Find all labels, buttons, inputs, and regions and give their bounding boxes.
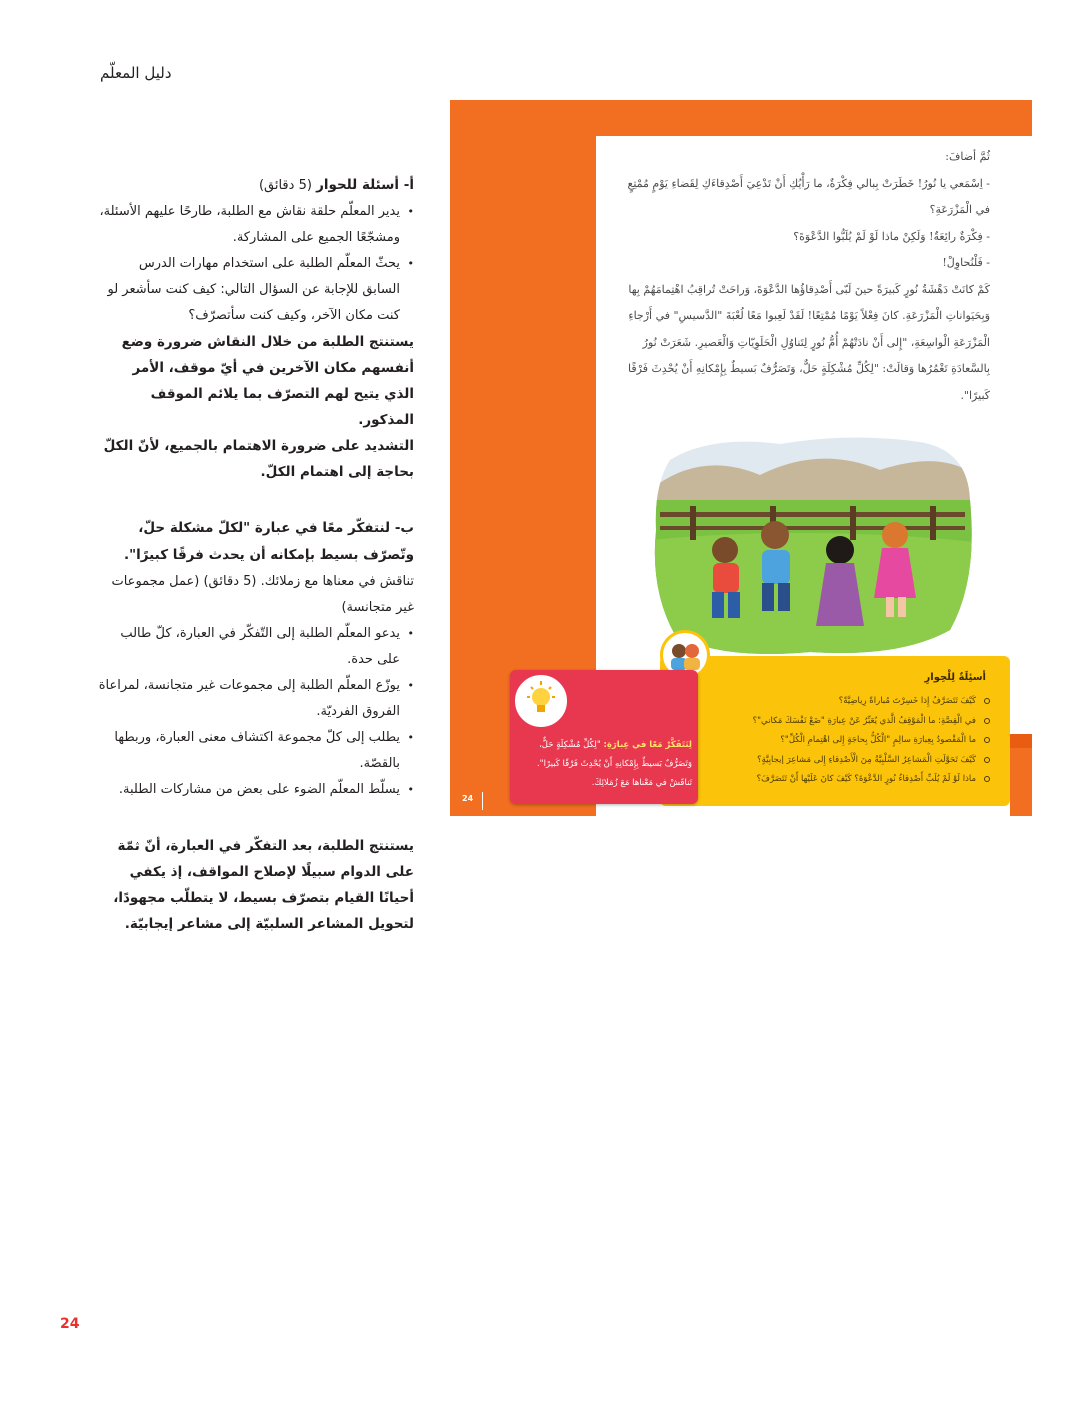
section-a-conclusion-2: التشديد على ضرورة الاهتمام بالجميع، لأنّ الكلّ بحاجة إلى اهتمام الكلّ. [103, 438, 414, 480]
story-line: - اِسْمَعي يا نُورُ! خَطَرَتْ بِبالي فِكْرَةٌ، ما رَأْيُكِ أَنْ تَدْعِيَ أَصْدِقاءَكِ لِقَضاءِ يَوْمٍ مُمْتِعٍ في الْمَزْرَعَةِ؟ [627, 176, 990, 216]
story-line: - فَلْنُحاوِلْ! [942, 256, 990, 269]
section-b-bullets [98, 621, 414, 803]
lightbulb-icon [512, 672, 570, 730]
reflection-body: "لِكُلِّ مُشْكِلَةٍ حَلٌّ، وَتَصَرُّفٌ بَسيطٌ بِإِمْكانِهِ أَنْ يُحْدِثَ فَرْقًا كَبيرًا". تَناقَشْ في مَعْناها مَعَ زُمَلائِكَ. [536, 740, 692, 788]
list-item: في الْقِصَّةِ: ما الْمَوْقِفُ الَّذي يُعَبِّرُ عَنْ عِبارَةِ "ضَعْ نَفْسَكَ مَكاني"؟ [690, 712, 990, 732]
story-line: ثُمَّ أضافَ: [945, 150, 990, 163]
teacher-guide-column [98, 172, 414, 937]
list-item: • يسلّط المعلّم الضوء على بعض من مشاركات الطلبة. [98, 777, 400, 803]
list-item: • يوزّع المعلّم الطلبة إلى مجموعات غير متجانسة، لمراعاة الفروق الفرديّة. [98, 673, 400, 725]
section-b-title: ب- لنتفكّر معًا في عبارة "لكلّ مشكلة حلّ، وتّصرّف بسيط بإمكانه أن يحدث فرقًا كبيرًا". [123, 520, 414, 563]
student-book-page [450, 100, 1032, 816]
section-a-heading [98, 172, 414, 199]
section-b-rest: تناقش في معناها مع زملائك. (5 دقائق) (عمل مجموعات غير متجانسة) [111, 574, 414, 615]
list-item: • يحثّ المعلّم الطلبة على استخدام مهارات الدرس السابق للإجابة عن السؤال التالي: كيف كنت سأشعر لو كنت مكان الآخر، وكيف كنت سأتصرّف؟ [98, 251, 400, 329]
list-item: • يطلب إلى كلّ مجموعة اكتشاف معنى العبارة، وربطها بالقصّة. [98, 725, 400, 777]
list-item: • يدعو المعلّم الطلبة إلى التّفكّر في العبارة، كلّ طالب على حدة. [98, 621, 400, 673]
story-text [614, 144, 990, 409]
section-b-conclusion: يستنتج الطلبة، بعد التفكّر في العبارة، أنّ ثمّة على الدوام سبيلًا لإصلاح المواقف، إذ يكفي أحيانًا القيام بتصرّف بسيط، لا يتطلّب مجهودًا، لتحويل المشاعر السلبيّة إلى مشاعر إيجابيّة. [113, 838, 414, 932]
book-page-number: 24 [462, 794, 474, 803]
list-item: • يدير المعلّم حلقة نقاش مع الطلبة، طارحًا عليهم الأسئلة، ومشجّعًا الجميع على المشاركة. [98, 199, 400, 251]
story-line: كَمْ كانَتْ دَهْشَةُ نُورٍ كَبيرَةً حينَ لَبّى أَصْدِقاؤُها الدَّعْوَةَ، وَراحَتْ تُراقِبُ اهْتِمامَهُمْ بِها وَبِحَيَواناتِ الْمَزْرَعَةِ. كانَ فِعْلاً يَوْمًا مُمْتِعًا! لَقَدْ لَعِبوا مَعًا لُعْبَةَ "الدَّسيسِ" في أَرْجاءِ الْمَزْرَعَةِ الْواسِعَةِ، "إِلى أَنْ نادَتْهُمْ أُمُّ نُورٍ لِتَناوُلِ الْحَلَوِيّاتِ وَالْعَصيرِ. شَعَرَتْ نُورُ بِالسَّعادَةِ تَغْمُرُها وَقالَتْ: "لِكُلِّ مُشْكِلَةٍ حَلٌّ، وَتَصَرُّفٌ بَسيطٌ بِإِمْكانِهِ أَنْ يُحْدِثَ فَرْقًا كَبيرًا". [628, 282, 990, 402]
page-number-divider [482, 792, 483, 810]
section-a-conclusion-1: يستنتج الطلبة من خلال النقاش ضرورة وضع أنفسهم مكان الآخرين في أيّ موقف، الأمر الذي يتيح لهم التصرّف بما يلائم الموقف المذكور. [121, 334, 414, 428]
dialogue-box-title: أسئِلَةٌ لِلْحِوارِ [924, 672, 986, 683]
dialogue-questions-list [690, 692, 990, 790]
reflection-text [522, 736, 692, 793]
section-b-heading [98, 515, 414, 621]
list-item: كَيْفَ تَحَوَّلَتِ الْمَشاعِرُ السَّلْبِيَّةُ مِنَ الْأَصْدِقاءِ إِلى مَشاعِرَ إيجابِيَّةٍ؟ [690, 751, 990, 771]
children-playing-illustration [650, 430, 975, 660]
reflection-lead: لِنَتَفَكَّرْ مَعًا في عِبارَةِ: [603, 740, 692, 750]
page-edge-strip-dark [1010, 734, 1032, 748]
list-item: كَيْفَ تَتَصَرَّفُ إِذا خَسِرْتَ مُباراةً رِياضِيَّةً؟ [690, 692, 990, 712]
list-item: ما الْمَقْصودُ بِعِبارَةِ سالِمٍ "الْكُلُّ بِحاجَةٍ إِلى اهْتِمامِ الْكُلِّ"؟ [690, 731, 990, 751]
section-a-time: (5 دقائق) [258, 178, 317, 193]
section-a-bullets [98, 199, 414, 329]
list-item: ماذا لَوْ لَمْ يُلَبِّ أَصْدِقاءُ نُورٍ الدَّعْوَةَ؟ كَيْفَ كانَ عَلَيْها أَنْ تَتَصَرَّفَ؟ [690, 770, 990, 790]
section-a-title: أ- أسئلة للحوار [316, 177, 414, 193]
dialogue-questions-box [660, 656, 1010, 806]
story-line: - فِكْرَةٌ رائِعَةٌ! وَلَكِنْ ماذا لَوْ لَمْ يُلَبُّوا الدَّعْوَةَ؟ [793, 229, 990, 243]
page-header-title: دليل المعلّم [100, 64, 172, 82]
guide-page-number: 24 [60, 1316, 80, 1332]
